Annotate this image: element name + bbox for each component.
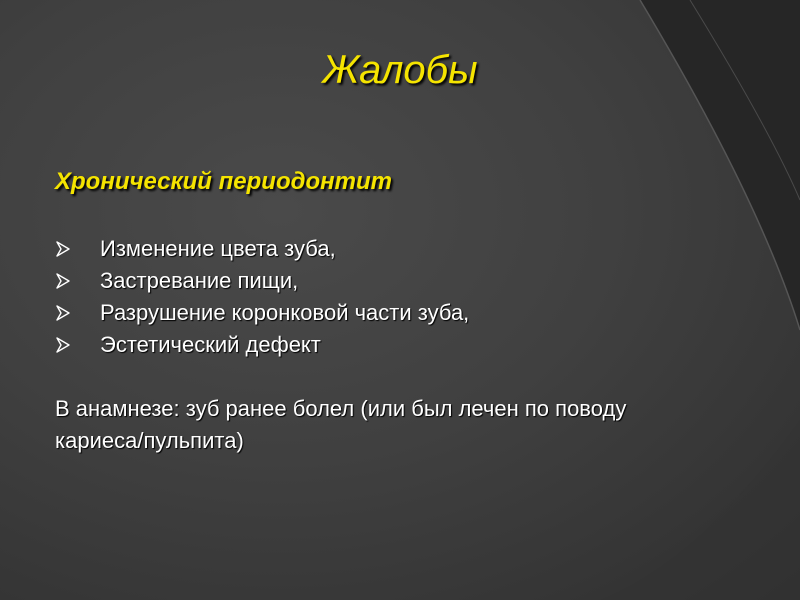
slide-subtitle: Хронический периодонтит [55,168,392,195]
list-item [55,233,695,265]
list-item [55,265,695,297]
bullet-text: Разрушение коронковой части зуба, [100,300,470,325]
arrowhead-bullet-icon [55,337,71,353]
list-item [55,329,695,361]
bullet-text: Эстетический дефект [100,332,321,357]
spacer [55,201,695,233]
arrowhead-bullet-icon [55,305,71,321]
spacer [55,361,695,393]
bullet-list [55,233,695,361]
slide-content [55,163,695,457]
bullet-text: Застревание пищи, [100,268,299,293]
arrowhead-bullet-icon [55,273,71,289]
list-item [55,297,695,329]
bullet-text: Изменение цвета зуба, [100,236,336,261]
arrowhead-bullet-icon [55,241,71,257]
slide-title: Жалобы [322,48,478,92]
anamnesis-text: В анамнезе: зуб ранее болел (или был лечен по поводу кариеса/пульпита) [55,396,627,453]
